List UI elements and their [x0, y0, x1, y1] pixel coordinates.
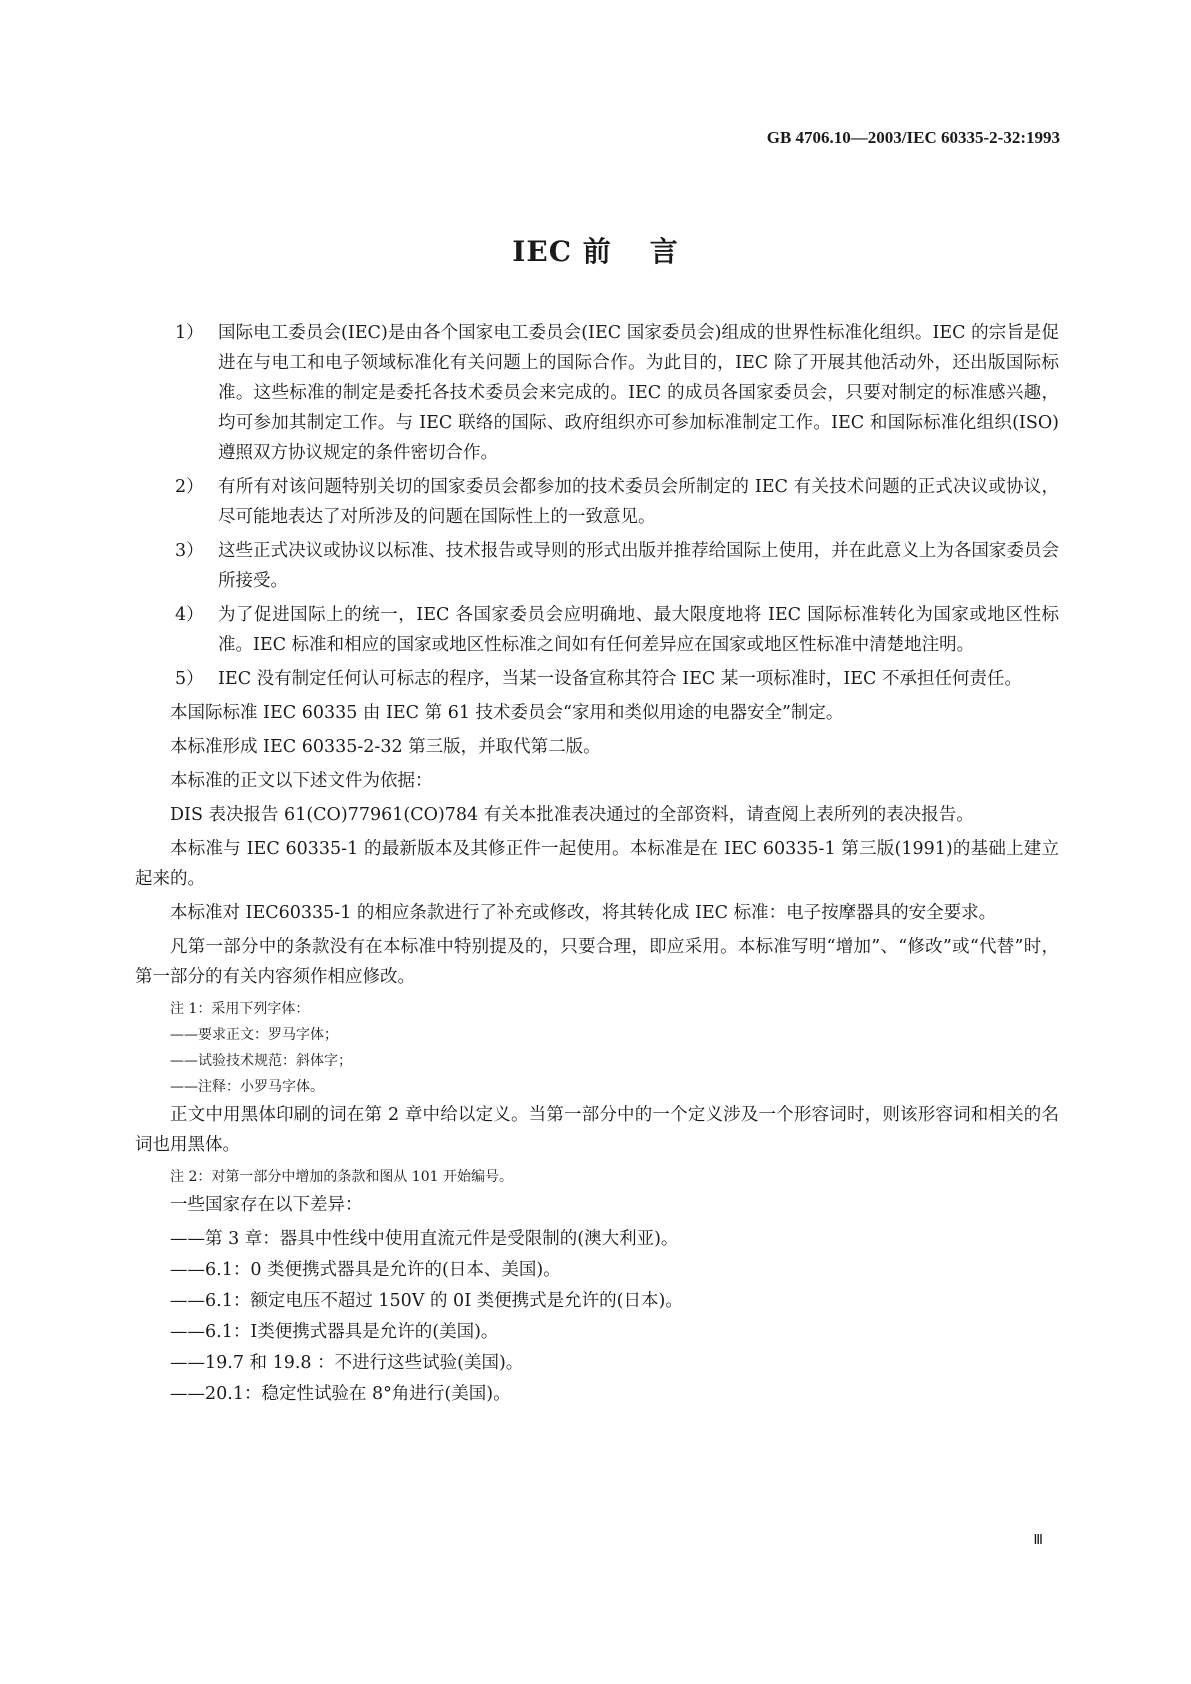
note-2: 注 2：对第一部分中增加的条款和图从 101 开始编号。 [170, 1169, 513, 1185]
title-part-2: 言 [649, 235, 679, 268]
difference-item: ——6.1：Ⅰ类便携式器具是允许的(美国)。 [170, 1322, 499, 1342]
page-number: Ⅲ [1033, 1533, 1043, 1548]
paragraph-dis-report: DIS 表决报告 61(CO)77961(CO)784 有关本批准表决通过的全部资料，请查阅上表所列的表决报告。 [170, 805, 974, 825]
paragraph-edition: 本标准形成 IEC 60335-2-32 第三版，并取代第二版。 [170, 737, 601, 757]
difference-item: ——20.1：稳定性试验在 8°角进行(美国)。 [170, 1384, 511, 1404]
difference-item: ——6.1：额定电压不超过 150V 的 0I 类便携式是允许的(日本)。 [170, 1291, 683, 1311]
paragraph-clauses: 凡第一部分中的条款没有在本标准中特别提及的，只要合理，即应采用。本标准写明“增加”、“修改”或“代替”时，第一部分的有关内容须作相应修改。 [135, 937, 1059, 987]
list-item-text: 为了促进国际上的统一，IEC 各国家委员会应明确地、最大限度地将 IEC 国际标准转化为国家或地区性标准。IEC 标准和相应的国家或地区性标准之间如有任何差异应在国家或地区性标准中清楚地注明。 [218, 605, 1059, 655]
page-title [0, 230, 1191, 270]
note-1: 注 1：采用下列字体： [170, 1001, 310, 1017]
paragraph-bold-terms: 正文中用黑体印刷的词在第 2 章中给以定义。当第一部分中的一个定义涉及一个形容词时，则该形容词和相关的名词也用黑体。 [135, 1105, 1059, 1155]
difference-item: ——第 3 章：器具中性线中使用直流元件是受限制的(澳大利亚)。 [170, 1229, 679, 1249]
list-item [135, 318, 1059, 468]
document-body [135, 318, 1059, 1410]
list-item-text: 有所有对该问题特别关切的国家委员会都参加的技术委员会所制定的 IEC 有关技术问题的正式决议或协议，尽可能地表达了对所涉及的问题在国际性上的一致意见。 [218, 477, 1059, 527]
list-item-number: 3） [175, 541, 204, 561]
difference-item: ——19.7 和 19.8 ：不进行这些试验(美国)。 [170, 1353, 524, 1373]
list-item-text: IEC 没有制定任何认可标志的程序，当某一设备宣称其符合 IEC 某一项标准时，IEC 不承担任何责任。 [218, 669, 1022, 689]
list-item-number: 1） [175, 323, 204, 343]
list-item [135, 472, 1059, 532]
list-item-number: 2） [175, 477, 204, 497]
paragraph-national-differences: 一些国家存在以下差异： [170, 1195, 363, 1215]
list-item [135, 536, 1059, 596]
note-1-item: ——要求正文：罗马字体； [170, 1027, 338, 1043]
title-part-1: IEC 前 [512, 235, 612, 268]
paragraph-basis: 本标准的正文以下述文件为依据： [170, 771, 433, 791]
paragraph-usage: 本标准与 IEC 60335-1 的最新版本及其修正件一起使用。本标准是在 IEC 60335-1 第三版(1991)的基础上建立起来的。 [135, 839, 1059, 889]
list-item-text: 国际电工委员会(IEC)是由各个国家电工委员会(IEC 国家委员会)组成的世界性标准化组织。IEC 的宗旨是促进在与电工和电子领域标准化有关问题上的国际合作。为此目的，IEC 除了开展其他活动外，还出版国际标准。这些标准的制定是委托各技术委员会来完成的。IEC 的成员各国家委员会，只要对制定的标准感兴趣，均可参加其制定工作。与 IEC 联络的国际、政府组织亦可参加标准制定工作。IEC 和国际标准化组织(ISO)遵照双方协议规定的条件密切合作。 [218, 323, 1059, 463]
standard-code-header: GB 4706.10—2003/IEC 60335-2-32:1993 [766, 128, 1060, 147]
note-1-item: ——试验技术规范：斜体字； [170, 1053, 352, 1069]
list-item [135, 664, 1059, 694]
difference-item: ——6.1：0 类便携式器具是允许的(日本、美国)。 [170, 1260, 561, 1280]
paragraph-supplement: 本标准对 IEC60335-1 的相应条款进行了补充或修改，将其转化成 IEC 标准：电子按摩器具的安全要求。 [170, 903, 997, 923]
paragraph-standard-origin: 本国际标准 IEC 60335 由 IEC 第 61 技术委员会“家用和类似用途的电器安全”制定。 [170, 703, 844, 723]
list-item-number: 4） [175, 605, 204, 625]
note-1-item: ——注释：小罗马字体。 [170, 1079, 324, 1095]
list-item-text: 这些正式决议或协议以标准、技术报告或导则的形式出版并推荐给国际上使用，并在此意义上为各国家委员会所接受。 [218, 541, 1059, 591]
list-item [135, 600, 1059, 660]
list-item-number: 5） [175, 669, 204, 689]
